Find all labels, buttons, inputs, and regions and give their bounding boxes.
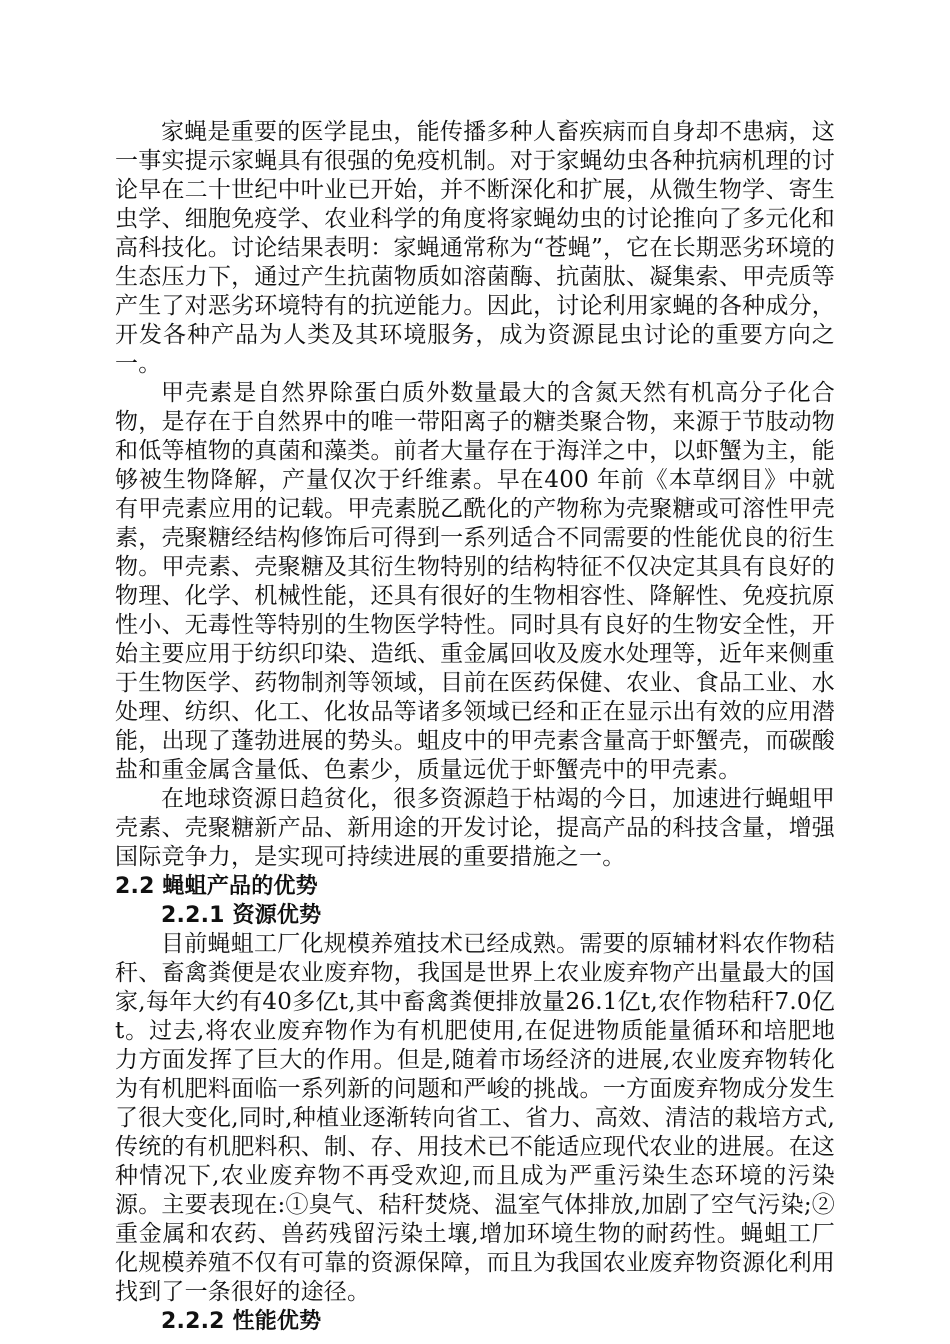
paragraph-resource-development: 在地球资源日趋贫化，很多资源趋于枯竭的今日，加速进行蝇蛆甲壳素、壳聚糖新产品、新用途的开发讨论，提高产品的科技含量，增强国际竞争力，是实现可持续进展的重要措施之一。	[115, 786, 835, 870]
paragraph-housefly-immunity: 家蝇是重要的医学昆虫，能传播多种人畜疾病而自身却不患病，这一事实提示家蝇具有很强的免疫机制。对于家蝇幼虫各种抗病机理的讨论早在二十世纪中叶业已开始，并不断深化和扩展，从微生物学、寄生虫学、细胞免疫学、农业科学的角度将家蝇幼虫的讨论推向了多元化和高科技化。讨论结果表明：家蝇通常称为“苍蝇”，它在长期恶劣环境的生态压力下，通过产生抗菌物质如溶菌酶、抗菌肽、凝集索、甲壳质等产生了对恶劣环境特有的抗逆能力。因此，讨论利用家蝇的各种成分，开发各种产品为人类及其环境服务，成为资源昆虫讨论的重要方向之一。	[115, 119, 835, 377]
paragraph-resource-advantage: 目前蝇蛆工厂化规模养殖技术已经成熟。需要的原辅材料农作物秸秆、畜禽粪便是农业废弃物，我国是世界上农业废弃物产出量最大的国家,每年大约有40多亿t,其中畜禽粪便排放量26.1亿t,农作物秸秆7.0亿t。过去,将农业废弃物作为有机肥使用,在促进物质能量循环和培肥地力方面发挥了巨大的作用。但是,随着市场经济的进展,农业废弃物转化为有机肥料面临一系列新的问题和严峻的挑战。一方面废弃物成分发生了很大变化,同时,种植业逐渐转向省工、省力、高效、清洁的栽培方式,传统的有机肥料积、制、存、用技术已不能适应现代农业的进展。在这种情况下,农业废弃物不再受欢迎,而且成为严重污染生态环境的污染源。主要表现在:①臭气、秸秆焚烧、温室气体排放,加剧了空气污染;②重金属和农药、兽药残留污染土壤,增加环境生物的耐药性。蝇蛆工厂化规模养殖不仅有可靠的资源保障，而且为我国农业废弃物资源化利用找到了一条很好的途径。	[115, 931, 835, 1305]
paragraph-chitin-properties: 甲壳素是自然界除蛋白质外数量最大的含氮天然有机高分子化合物，是存在于自然界中的唯一带阳离子的糖类聚合物，来源于节肢动物和低等植物的真菌和藻类。前者大量存在于海洋之中，以虾蟹为主，能够被生物降解，产量仅次于纤维素。早在400 年前《本草纲目》中就有甲壳素应用的记载。甲壳素脱乙酰化的产物称为壳聚糖或可溶性甲壳素，壳聚糖经结构修饰后可得到一系列适合不同需要的性能优良的衍生物。甲壳素、壳聚糖及其衍生物特别的结构特征不仅决定其具有良好的物理、化学、机械性能，还具有很好的生物相容性、降解性、免疫抗原性小、无毒性等特别的生物医学特性。同时具有良好的生物安全性，开始主要应用于纺织印染、造纸、重金属回收及废水处理等，近年来侧重于生物医学、药物制剂等领域，目前在医药保健、农业、食品工业、水处理、纺织、化工、化妆品等诸多领域已经和正在显示出有效的应用潜能，出现了蓬勃进展的势头。蛆皮中的甲壳素含量高于虾蟹壳，而碳酸盐和重金属含量低、色素少，质量远优于虾蟹壳中的甲壳素。	[115, 380, 835, 783]
subsection-heading-performance: 2.2.2 性能优势	[161, 1309, 322, 1334]
section-heading: 2.2 蝇蛆产品的优势	[115, 874, 318, 899]
document-page	[115, 118, 835, 1336]
subsection-heading-resource: 2.2.1 资源优势	[161, 903, 322, 928]
